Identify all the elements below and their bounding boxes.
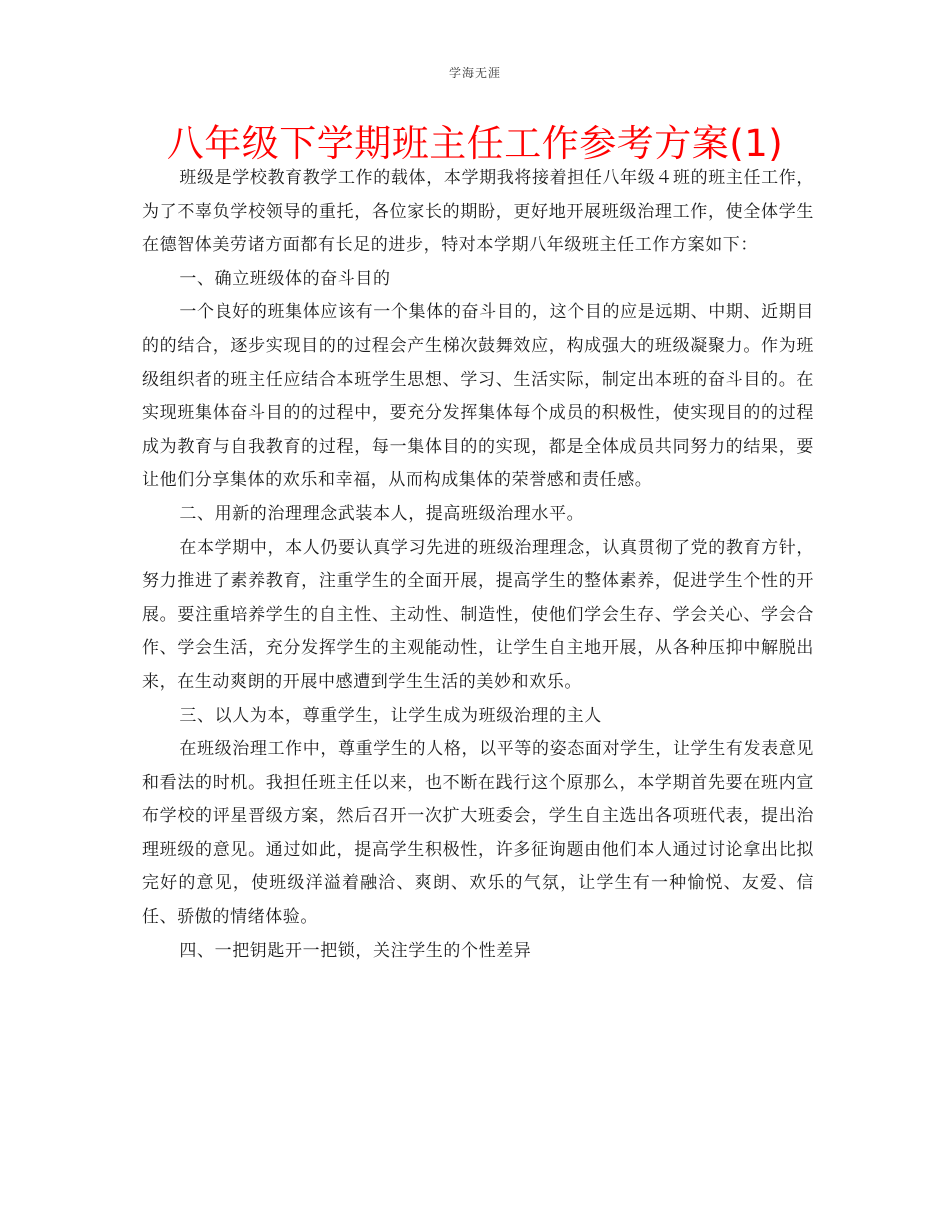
section-heading-3: 三、以人为本，尊重学生，让学生成为班级治理的主人 (179, 705, 602, 726)
intro-paragraph: 班级是学校教育教学工作的载体，本学期我将接着担任八年级４班的班主任工作，为了不辜负学校领导的重托，各位家长的期盼，更好地开展班级治理工作，使全体学生在德智体美劳诸方面都有长足的进步，特对本学期八年级班主任工作方案如下： (142, 168, 814, 256)
section-paragraph-3: 在班级治理工作中，尊重学生的人格，以平等的姿态面对学生，让学生有发表意见和看法的时机。我担任班主任以来，也不断在践行这个原那么，本学期首先要在班内宣布学校的评星晋级方案，然后召开一次扩大班委会，学生自主选出各项班代表，提出治理班级的意见。通过如此，提高学生积极性，许多征询题由他们本人通过讨论拿出比拟完好的意见，使班级洋溢着融洽、爽朗、欢乐的气氛，让学生有一种愉悦、友爱、信任、骄傲的情绪体验。 (142, 739, 814, 928)
section-paragraph-1: 一个良好的班集体应该有一个集体的奋斗目的，这个目的应是远期、中期、近期目的的结合，逐步实现目的的过程会产生梯次鼓舞效应，构成强大的班级凝聚力。作为班级组织者的班主任应结合本班学生思想、学习、生活实际，制定出本班的奋斗目的。在实现班集体奋斗目的的过程中，要充分发挥集体每个成员的积极性，使实现目的的过程成为教育与自我教育的过程，每一集体目的的实现，都是全体成员共同努力的结果，要让他们分享集体的欢乐和幸福，从而构成集体的荣誉感和责任感。 (142, 302, 814, 491)
document-body (142, 162, 814, 968)
section-heading-4: 四、一把钥匙开一把锁，关注学生的个性差异 (179, 940, 532, 961)
section-heading-2: 二、用新的治理理念武装本人，提高班级治理水平。 (179, 503, 585, 524)
document-title: 八年级下学期班主任工作参考方案(1) (166, 122, 784, 165)
section-paragraph-2: 在本学期中，本人仍要认真学习先进的班级治理理念，认真贯彻了党的教育方针，努力推进了素养教育，注重学生的全面开展，提高学生的整体素养，促进学生个性的开展。要注重培养学生的自主性、主动性、制造性，使他们学会生存、学会关心、学会合作、学会生活，充分发挥学生的主观能动性，让学生自主地开展，从各种压抑中解脱出来，在生动爽朗的开展中感遭到学生生活的美妙和欢乐。 (142, 537, 814, 692)
section-heading-1: 一、确立班级体的奋斗目的 (179, 268, 391, 289)
page-header: 学海无涯 (448, 66, 501, 80)
